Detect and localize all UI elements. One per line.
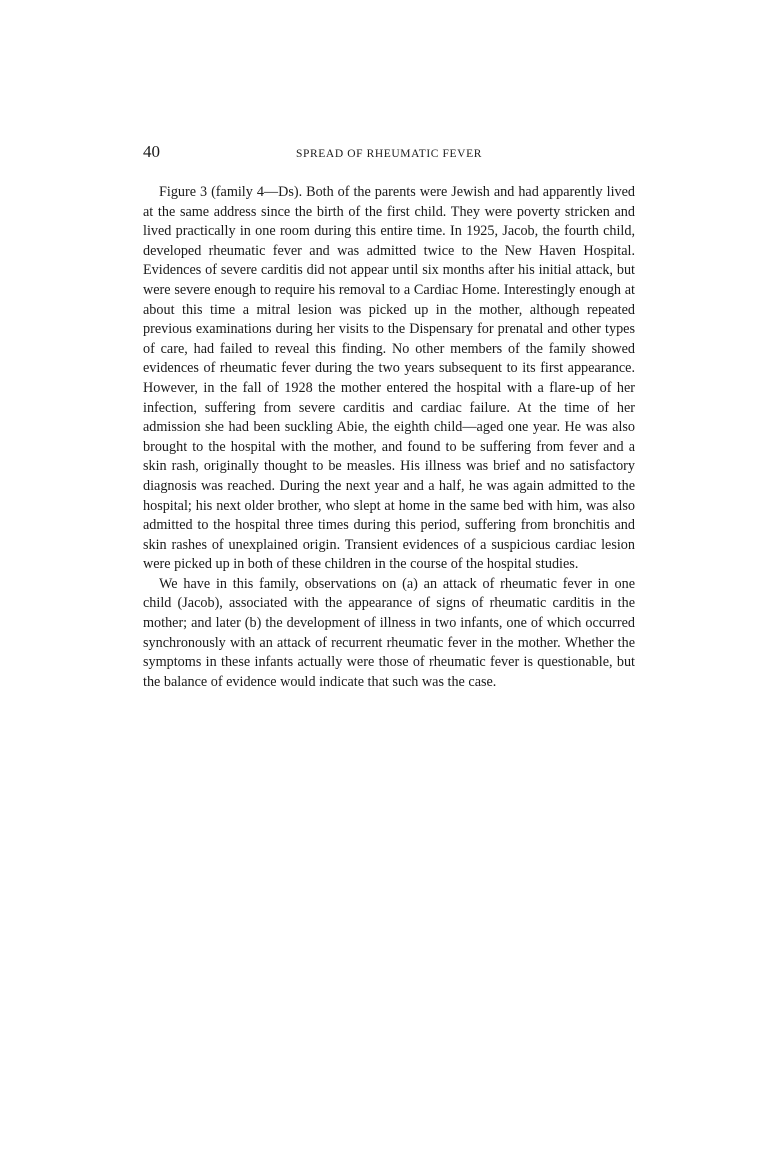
running-head: SPREAD OF RHEUMATIC FEVER (296, 148, 482, 160)
paragraph-summary: We have in this family, observations on (a) an attack of rheumatic fever in one child (Jacob), associated with the appearance of signs of rheumatic carditis in the mother; and later (b) the development of illness in two infants, one of which occurred synchronously with an attack of recurrent rheumatic fever in the mother. Whether the symptoms in these infants actually were those of rheumatic fever is questionable, but the balance of evidence would indicate that such was the case. (143, 575, 635, 690)
body-text (143, 183, 635, 692)
page-number: 40 (143, 142, 160, 161)
paragraph-family-case: Figure 3 (family 4—Ds). Both of the parents were Jewish and had apparently lived at the same address since the birth of the first child. They were poverty stricken and lived practically in one room during this entire time. In 1925, Jacob, the fourth child, developed rheumatic fever and was admitted twice to the New Haven Hospital. Evidences of severe carditis did not appear until six months after his initial attack, but were severe enough to require his removal to a Cardiac Home. Interestingly enough at about this time a mitral lesion was picked up in the mother, although repeated previous examinations during her visits to the Dispensary for prenatal and other types of care, had failed to reveal this finding. No other members of the family showed evidences of rheumatic fever during the two years subsequent to its first appearance. However, in the fall of 1928 the mother entered the hospital with a flare-up of her infection, suffering from severe carditis and cardiac failure. At the time of her admission she had been suckling Abie, the eighth child—aged one year. He was also brought to the hospital with the mother, and found to be suffering from fever and a skin rash, originally thought to be measles. His illness was brief and no satisfactory diagnosis was reached. During the next year and a half, he was again admitted to the hospital; his next older brother, who slept at home in the same bed with him, was also admitted to the hospital three times during this period, suffering from bronchitis and skin rashes of unexplained origin. Transient evidences of a suspicious cardiac lesion were picked up in both of these children in the course of the hospital studies. (143, 184, 635, 573)
